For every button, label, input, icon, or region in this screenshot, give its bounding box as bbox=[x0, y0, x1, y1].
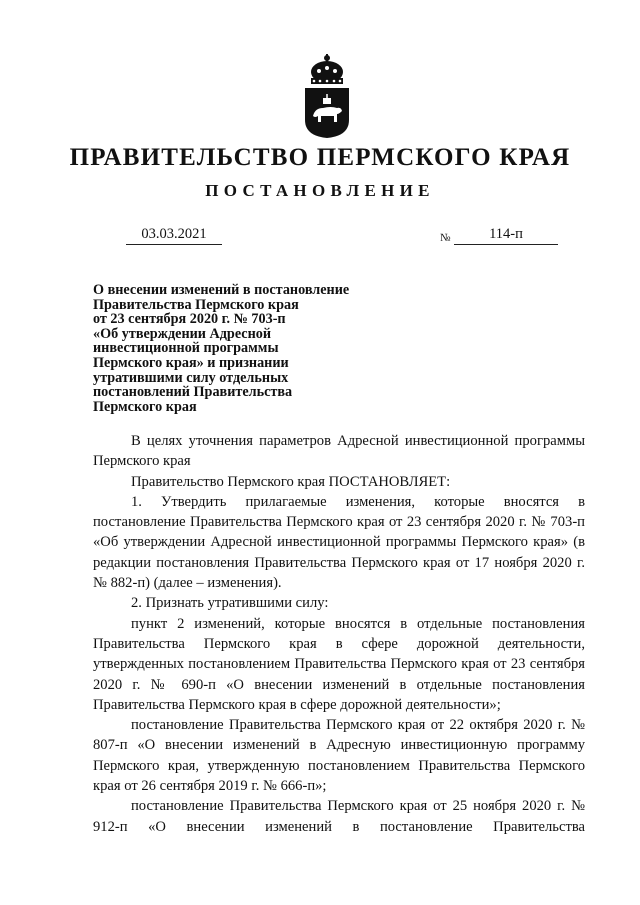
subject-line: инвестиционной программы bbox=[93, 340, 279, 357]
organization-title: ПРАВИТЕЛЬСТВО ПЕРМСКОГО КРАЯ bbox=[69, 144, 571, 171]
document-date: 03.03.2021 bbox=[126, 226, 222, 245]
subject-line: Пермского края bbox=[93, 398, 197, 415]
document-subject bbox=[93, 283, 393, 414]
document-body bbox=[93, 431, 585, 837]
body-paragraph: постановление Правительства Пермского края от 22 октября 2020 г. № 807-п «О внесении изменений в Адресную инвестиционную программу Пермского края, утвержденную постановлением Правительства Пермского края от 26 сентября 2019 г. № 666-п»; bbox=[93, 717, 585, 795]
body-paragraph: В целях уточнения параметров Адресной инвестиционной программы Пермского края bbox=[93, 433, 585, 470]
subject-line: О внесении изменений в постановление bbox=[93, 282, 350, 298]
document-number: 114-п bbox=[454, 226, 558, 245]
subject-line: «Об утверждении Адресной bbox=[93, 325, 272, 342]
subject-line: Правительства Пермского края bbox=[93, 296, 299, 313]
subject-line: постановлений Правительства bbox=[93, 384, 293, 401]
coat-of-arms-icon bbox=[297, 52, 357, 140]
body-paragraph: постановление Правительства Пермского края от 25 ноября 2020 г. № 912-п «О внесении изменений в постановление Правительства bbox=[93, 798, 585, 835]
document-type: ПОСТАНОВЛЕНИЕ bbox=[205, 181, 435, 200]
body-paragraph: 1. Утвердить прилагаемые изменения, которые вносятся в постановление Правительства Пермского края от 23 сентября 2020 г. № 703-п «Об утверждении Адресной инвестиционной программы Пермского края» (в редакции постановления Правительства Пермского края от 17 ноября 2020 г. № 882-п) (далее – изменения). bbox=[93, 493, 585, 592]
subject-line: от 23 сентября 2020 г. № 703-п bbox=[93, 311, 286, 328]
number-sign: № bbox=[440, 232, 451, 244]
body-paragraph: Правительство Пермского края ПОСТАНОВЛЯЕТ: bbox=[131, 473, 451, 490]
body-paragraph: пункт 2 изменений, которые вносятся в отдельные постановления Правительства Пермского края в сфере дорожной деятельности, утвержденных постановлением Правительства Пермского края от 23 сентября 2020 г. № 690-п «О внесении изменений в отдельные постановления Правительства Пермского края в сфере дорожной деятельности»; bbox=[93, 615, 585, 713]
body-paragraph: 2. Признать утратившими силу: bbox=[131, 595, 329, 612]
subject-line: утратившими силу отдельных bbox=[93, 369, 289, 386]
subject-line: Пермского края» и признании bbox=[93, 354, 289, 371]
